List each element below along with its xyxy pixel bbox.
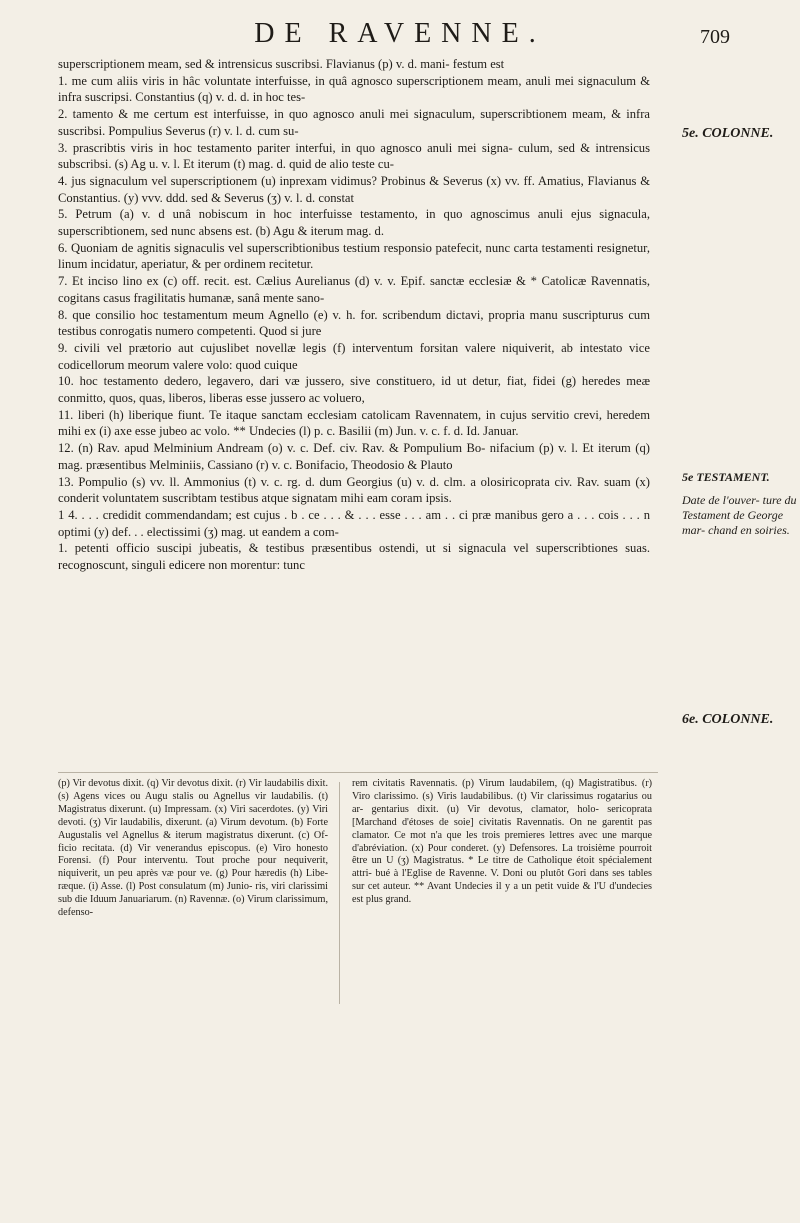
text-line: 1. petenti officio suscipi jubeatis, & testibus præsentibus ostendi, ut si signacula vel superscribtiones suas. recognoscunt, singuli edicere non morentur: tunc [58, 541, 650, 573]
text-line: 11. liberi (h) liberique fiunt. Te itaque sanctam ecclesiam catolicam Ravennatem, in cujus servitio crevi, heredem mihi ex (i) axe esse jubeo ac volo. ** Undecies (l) p. c. Basilii (m) Jun. v. c. f. d. Id. Januar. [58, 407, 650, 439]
text-line: 2. tamento & me certum est interfuisse, in quo agnosco anuli mei signaculum, superscribtionem meam, & infra suscribsi. Pompulius Severus (r) v. l. d. cum su- [58, 107, 650, 138]
main-text-column [58, 56, 650, 766]
text-line: 13. Pompulio (s) vv. ll. Ammonius (t) v. c. rg. d. dum Georgius (u) v. d. clm. a olosiricoprata civ. Rav. suam (x) conderit voluntatem suscribtam testibus atque signatam mihi eam coram ipsis. [58, 474, 650, 506]
margin-note-testament-text: Date de l'ouver- ture du Testament de George mar- chand en soiries. [682, 493, 797, 537]
footnotes-right [352, 778, 652, 1008]
text-line: 12. (n) Rav. apud Melminium Andream (o) v. c. Def. civ. Rav. & Pompulium Bo- nifacium (p) v. l. Et iterum (q) mag. præsentibus Melminiis, Cassiano (r) v. c. Bonifacio, Theodosio & Plauto [58, 441, 650, 472]
page-number: 709 [700, 26, 730, 48]
text-line: superscriptionem meam, sed & intrensicus suscribsi. Flavianus (p) v. d. mani- festum est [58, 57, 505, 71]
footnotes-left-text: (p) Vir devotus dixit. (q) Vir devotus dixit. (r) Vir laudabilis dixit. (s) Agens vices ou Augu stalis ou Agnellus vir laudabilis. (t) Magistratus dixerunt. (u) Impressam. (x) Viri sacerdotes. (y) Viri devoti. (ʒ) Vir laudabilis, dixerunt. (a) Virum devotum. (b) Forte Augustalis vel Agnellus & iterum magistratus dixerunt. (c) Of- ficio recitata. (d) Vir venerandus episcopus. (e) Viro honesto Forensi. (f) Pour interventu. Tout proche pour nequiverit, niquiverit, un peu après væ pour ve. (g) Pour hæredis (h) Libe- ræque. (i) Asse. (l) Post consulatum (m) Junio- ris, viri clarissimi sub die Iduum Januariarum. (n) Ravennæ. (o) Virum clarissimum, defenso- [58, 778, 328, 919]
margin-note-column-5: 5e. COLONNE. [682, 126, 774, 141]
footnotes-left [58, 778, 328, 1008]
footnotes-right-text: rem civitatis Ravennatis. (p) Virum laudabilem, (q) Magistratibus. (r) Viro clarissimo. (s) Viris laudabilibus. (t) Vir clarissimus rogatarius ou ar- gentarius dixit. (u) Vir devotus, clamator, holo- sericoprata [Marchand d'étoses de soie] civitatis Ravennatis. On ne garentit pas clamator. Ce mot n'a que les trois premieres lettres avec une marque d'abréviation. (x) Pour conderet. (y) Defensores. La troisième pourroit être un U (ʒ) Magistratus. * Le titre de Catholique étoit spécialement attri- bué à l'Eglise de Ravenne. V. Doni ou plutôt Gori dans ses tables sur cet auteur. ** Avant Undecies il y a un petit vuide & l'U d'undecies est plus grand. [352, 778, 652, 906]
text-line: 8. que consilio hoc testamentum meum Agnello (e) v. h. for. scribendum dictavi, propria manu suscripturus cum testibus conrogatis numero competenti. Quod si jure [58, 307, 650, 339]
margin-note-testament-label: 5e TESTAMENT. [682, 470, 770, 484]
text-line: 9. civili vel prætorio aut cujuslibet novellæ legis (f) interventum forsitan valere niquiverit, ab intestato vice codicellorum meorum valere volo: quod cuique [58, 340, 650, 372]
text-line: 1. me cum aliis viris in hâc voluntate interfuisse, in quâ agnosco superscriptionem meam, anuli mei signaculum & infra suscripsi. Constantius (q) v. d. d. in hoc tes- [58, 73, 650, 105]
text-line: 3. prascribtis viris in hoc testamento pariter interfui, in quo agnosco anuli mei signa- culum, sed & intrensicus subscribsi. (s) Ag u. v. l. Et iterum (t) mag. d. quid de alio teste cu- [58, 140, 650, 172]
margin-note-column-6: 6e. COLONNE. [682, 712, 774, 727]
margin-note-testament [682, 470, 798, 538]
running-title: DE RAVENNE. [254, 18, 546, 49]
footnotes-divider [339, 782, 340, 1004]
text-line: 5. Petrum (a) v. d unâ nobiscum in hoc interfuisse testamento, in quo agnoscimus anuli ejus signacula, superscribtionem, sed nunc absens est. (b) Agu & iterum mag. d. [58, 207, 650, 239]
page-header [0, 18, 800, 58]
text-line: 4. jus signaculum vel superscriptionem (u) inprexam vidimus? Probinus & Severus (x) vv. ff. Amatius, Flavianus & Constantius. (y) vvv. ddd. sed & Severus (ʒ) v. l. d. constat [58, 173, 650, 205]
text-line: 7. Et inciso lino ex (c) off. recit. est. Cælius Aurelianus (d) v. v. Epif. sanctæ ecclesiæ & * Catolicæ Ravennatis, cogitans casus fragilitatis humanæ, sanâ mente sano- [58, 274, 650, 305]
text-line: 6. Quoniam de agnitis signaculis vel superscribtionibus testium responsio patefecit, nunc carta testamenti resignetur, linum incidatur, aperiatur, & per ordinem recitetur. [58, 240, 650, 272]
footnote-rule [58, 772, 658, 773]
text-line: 10. hoc testamento dedero, legavero, dari væ jussero, sive constituero, id ut detur, fiat, fidei (g) heredes meæ conmitto, quos, quas, liberos, liberas esse jussero ac voluero, [58, 374, 650, 406]
text-line: 1 4. . . . credidit commendandam; est cujus . b . ce . . . & . . . esse . . . am . . ci præ manibus gero a . . . cois . . . n optimi (y) def. . . electissimi (ʒ) mag. ut eandem a com- [58, 507, 650, 539]
